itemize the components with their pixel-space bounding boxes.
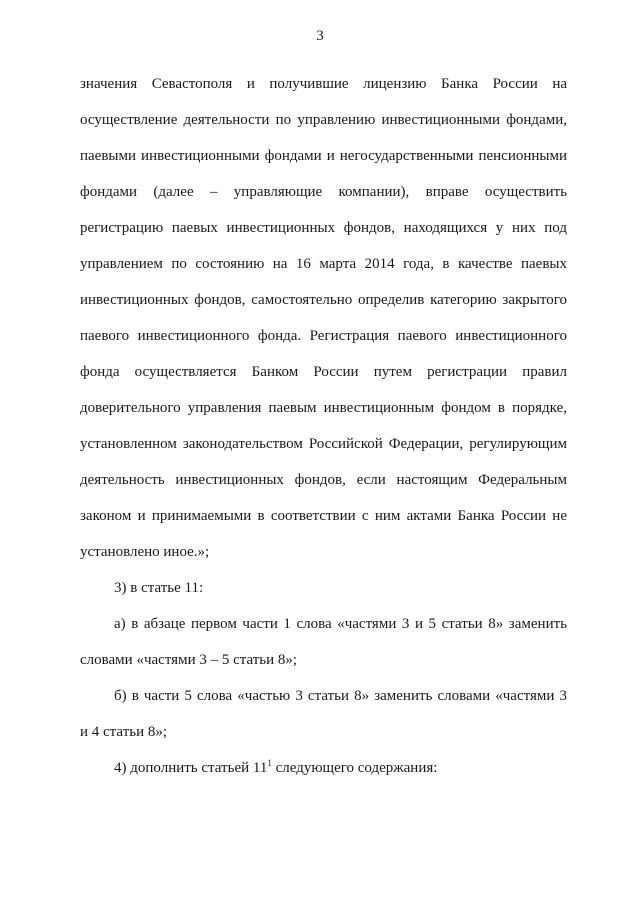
item-4-superscript: 1 [267, 758, 272, 768]
paragraph-line: законом и принимаемыми в соответствии с ним актами Банка России не [80, 508, 567, 524]
item-3a-line-1: а) в абзаце первом части 1 слова «частями 3 и 5 статьи 8» заменить [114, 616, 567, 632]
item-3a-line-2: словами «частями 3 – 5 статьи 8»; [80, 652, 298, 668]
paragraph-line: установленном законодательством Российской Федерации, регулирующим [80, 436, 567, 452]
paragraph-line: управлением по состоянию на 16 марта 2014 года, в качестве паевых [80, 256, 567, 272]
paragraph-line: значения Севастополя и получившие лицензию Банка России на [80, 76, 567, 92]
paragraph-line: доверительного управления паевым инвестиционным фондом в порядке, [80, 400, 567, 416]
paragraph-line: паевыми инвестиционными фондами и негосударственными пенсионными [80, 148, 567, 164]
item-4-line [114, 759, 437, 777]
paragraph-line: фонда осуществляется Банком России путем регистрации правил [80, 364, 567, 380]
paragraph-line: паевого инвестиционного фонда. Регистрация паевого инвестиционного [80, 328, 567, 344]
item-4-text-before: 4) дополнить статьей 11 [114, 760, 268, 776]
page-number: 3 [316, 28, 324, 44]
paragraph-line: фондами (далее – управляющие компании), вправе осуществить [80, 184, 567, 200]
item-3b-line-2: и 4 статьи 8»; [80, 724, 168, 740]
paragraph-line: инвестиционных фондов, самостоятельно определив категорию закрытого [80, 292, 567, 308]
paragraph-line: установлено иное.»; [80, 544, 210, 560]
item-3b-line-1: б) в части 5 слова «частью 3 статьи 8» заменить словами «частями 3 [114, 688, 567, 704]
item-3-heading: 3) в статье 11: [114, 580, 204, 596]
paragraph-line: осуществление деятельности по управлению инвестиционными фондами, [80, 112, 567, 128]
item-4-text-after: следующего содержания: [271, 760, 438, 776]
paragraph-line: деятельность инвестиционных фондов, если настоящим Федеральным [80, 472, 567, 488]
paragraph-line: регистрацию паевых инвестиционных фондов, находящихся у них под [80, 220, 567, 236]
